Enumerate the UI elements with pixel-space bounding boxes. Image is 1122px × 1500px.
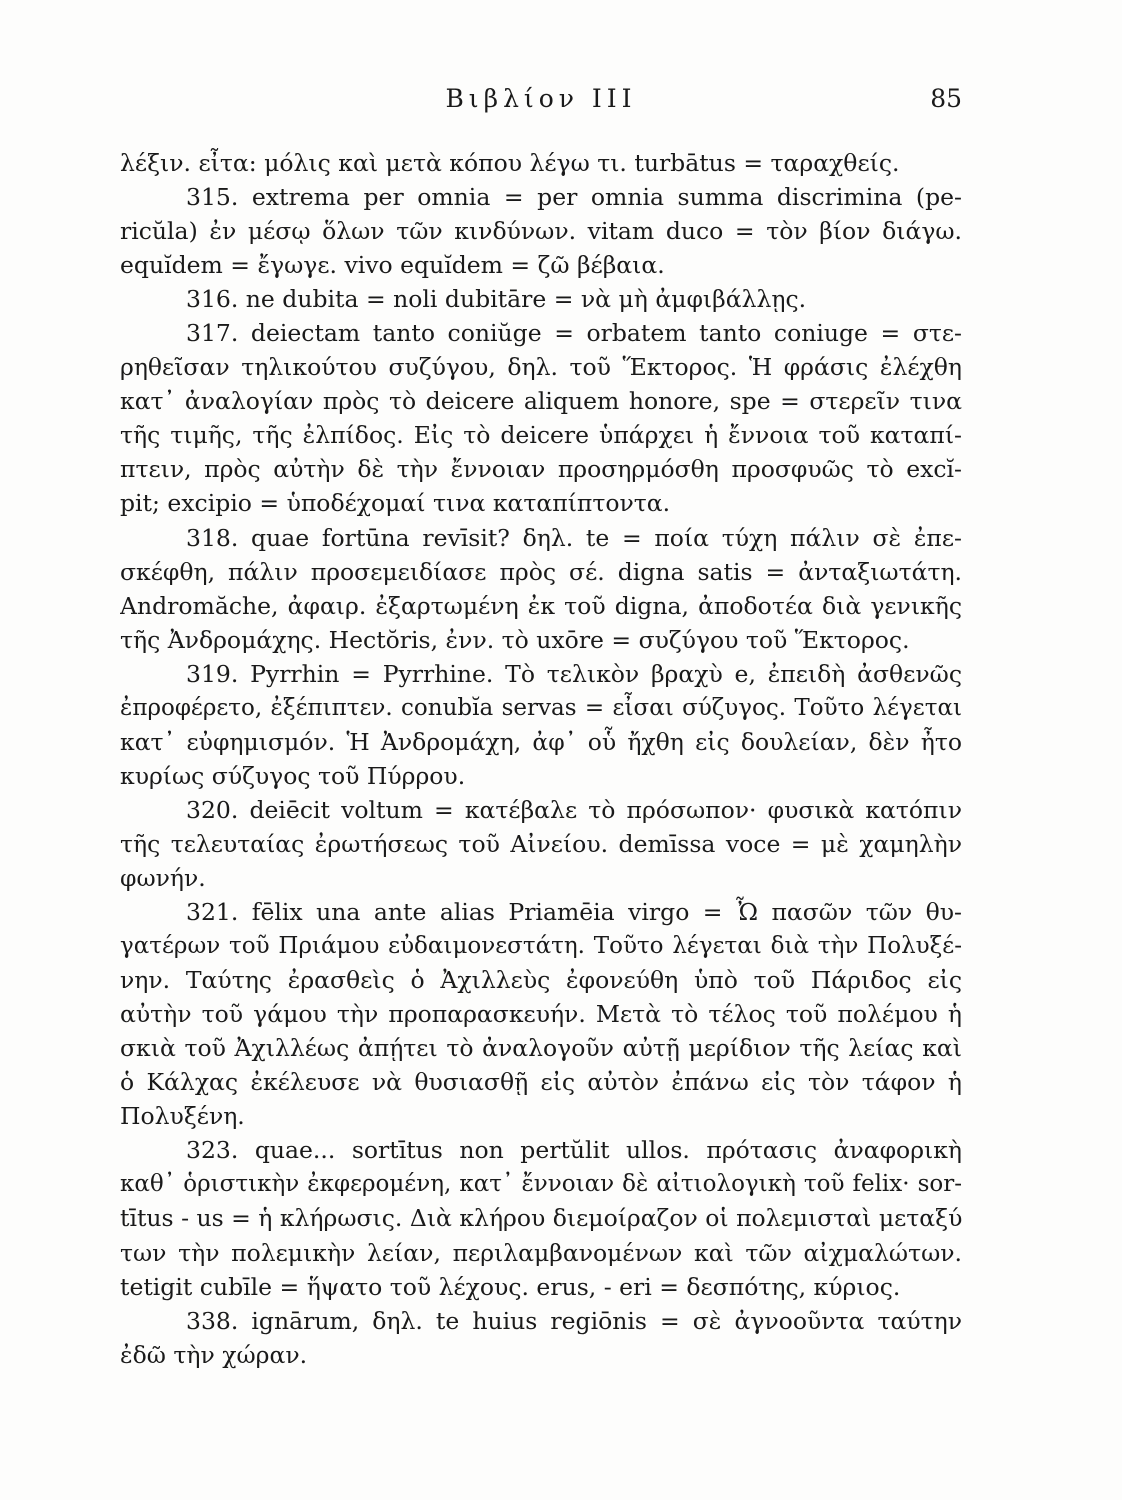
text-line: αὐτὴν τοῦ γάμου τὴν προπαρασκευήν. Μετὰ τὸ τέλος τοῦ πολέμου ἡ	[120, 1000, 962, 1029]
text-line: ἐπροφέρετο, ἐξέπιπτεν. conubĭa servas = εἶσαι σύζυγος. Τοῦτο λέγεται	[120, 694, 962, 721]
text-line: γατέρων τοῦ Πριάμου εὐδαιμονεστάτη. Τοῦτο λέγεται διὰ τὴν Πολυξέ-	[120, 933, 962, 960]
text-line: ὁ Κάλχας ἐκέλευσε νὰ θυσιασθῇ εἰς αὐτὸν ἐπάνω εἰς τὸν τάφον ἡ	[120, 1068, 962, 1097]
text-line: των τὴν πολεμικὴν λείαν, περιλαμβανομένων καὶ τῶν αἰχμαλώτων.	[120, 1238, 962, 1267]
commentary-body	[120, 146, 962, 1372]
text-line: 316. ne dubita = noli dubitāre = νὰ μὴ ἀμφιβάλλῃς.	[186, 285, 807, 314]
text-line: σκέφθη, πάλιν προσεμειδίασε πρὸς σέ. digna satis = ἀνταξιωτάτη.	[120, 557, 962, 586]
text-line: καθ᾽ ὁριστικὴν ἐκφερομένη, κατ᾽ ἔννοιαν δὲ αἰτιολογικὴ τοῦ felix· sor-	[120, 1171, 962, 1198]
text-line: τῆς τελευταίας ἐρωτήσεως τοῦ Αἰνείου. demīssa voce = μὲ χαμηλὴν	[120, 829, 962, 858]
text-line: τῆς Ἀνδρομάχης. Hectŏris, ἐνν. τὸ uxōre = συζύγου τοῦ Ἕκτορος.	[120, 625, 910, 654]
text-line: νην. Ταύτης ἐρασθεὶς ὁ Ἀχιλλεὺς ἐφονεύθη ὑπὸ τοῦ Πάριδος εἰς	[120, 966, 962, 995]
page-header	[120, 84, 962, 120]
text-line: 319. Pyrrhin = Pyrrhine. Τὸ τελικὸν βραχὺ e, ἐπειδὴ ἀσθενῶς	[186, 659, 962, 688]
text-line: Πολυξένη.	[120, 1102, 245, 1131]
text-line: ρηθεῖσαν τηλικούτου συζύγου, δηλ. τοῦ Ἕκτορος. Ἡ φράσις ἐλέχθη	[120, 353, 962, 382]
page-number: 85	[930, 84, 962, 113]
text-line: 315. extrema per omnia = per omnia summa discrimina (pe-	[186, 183, 962, 212]
text-line: tetigit cubīle = ἥψατο τοῦ λέχους. erus, - eri = δεσπότης, κύριος.	[120, 1272, 901, 1301]
text-line: ἐδῶ τὴν χώραν.	[120, 1340, 308, 1369]
text-line: πτειν, πρὸς αὐτὴν δὲ τὴν ἔννοιαν προσηρμόσθη προσφυῶς τὸ excĭ-	[120, 455, 962, 484]
text-line: tītus - us = ἡ κλήρωσις. Διὰ κλήρου διεμοίραζον οἱ πολεμισταὶ μεταξύ	[120, 1204, 962, 1233]
text-line: φωνήν.	[120, 863, 206, 892]
text-line: equĭdem = ἔγωγε. vivo equĭdem = ζῶ βέβαια.	[120, 251, 665, 280]
text-line: ricŭla) ἐν μέσῳ ὅλων τῶν κινδύνων. vitam duco = τὸν βίον διάγω.	[120, 217, 962, 246]
text-line: pit; excipio = ὑποδέχομαί τινα καταπίπτοντα.	[120, 489, 671, 518]
text-line: κατ᾽ ἀναλογίαν πρὸς τὸ deicere aliquem honore, spe = στερεῖν τινα	[120, 387, 962, 416]
text-line: 321. fēlix una ante alias Priamēia virgo = Ὦ πασῶν τῶν θυ-	[186, 898, 962, 927]
text-line: κυρίως σύζυγος τοῦ Πύρρου.	[120, 761, 466, 790]
text-line: τῆς τιμῆς, τῆς ἐλπίδος. Εἰς τὸ deicere ὑπάρχει ἡ ἔννοια τοῦ καταπί-	[120, 421, 962, 450]
text-line: 318. quae fortūna revīsit? δηλ. te = ποία τύχη πάλιν σὲ ἐπε-	[186, 523, 962, 552]
text-line: λέξιν. εἶτα: μόλις καὶ μετὰ κόπου λέγω τι. turbātus = ταραχθείς.	[120, 149, 900, 177]
text-line: 323. quae... sortītus non pertŭlit ullos. πρότασις ἀναφορικὴ	[186, 1136, 962, 1165]
text-line: 338. ignārum, δηλ. te huius regiōnis = σὲ ἀγνοοῦντα ταύτην	[186, 1306, 962, 1335]
text-line: 317. deiectam tanto coniŭge = orbatem tanto coniuge = στε-	[186, 319, 962, 348]
text-line: 320. deiēcit voltum = κατέβαλε τὸ πρόσωπον· φυσικὰ κατόπιν	[186, 795, 962, 824]
text-line: σκιὰ τοῦ Ἀχιλλέως ἀπῄτει τὸ ἀναλογοῦν αὐτῇ μερίδιον τῆς λείας καὶ	[120, 1034, 962, 1063]
text-line: Andromăche, ἀφαιρ. ἐξαρτωμένη ἐκ τοῦ digna, ἀποδοτέα διὰ γενικῆς	[120, 591, 962, 620]
text-line: κατ᾽ εὐφημισμόν. Ἡ Ἀνδρομάχη, ἀφ᾽ οὗ ἤχθη εἰς δουλείαν, δὲν ἦτο	[120, 727, 962, 756]
running-title: Βιβλίον III	[445, 84, 637, 113]
